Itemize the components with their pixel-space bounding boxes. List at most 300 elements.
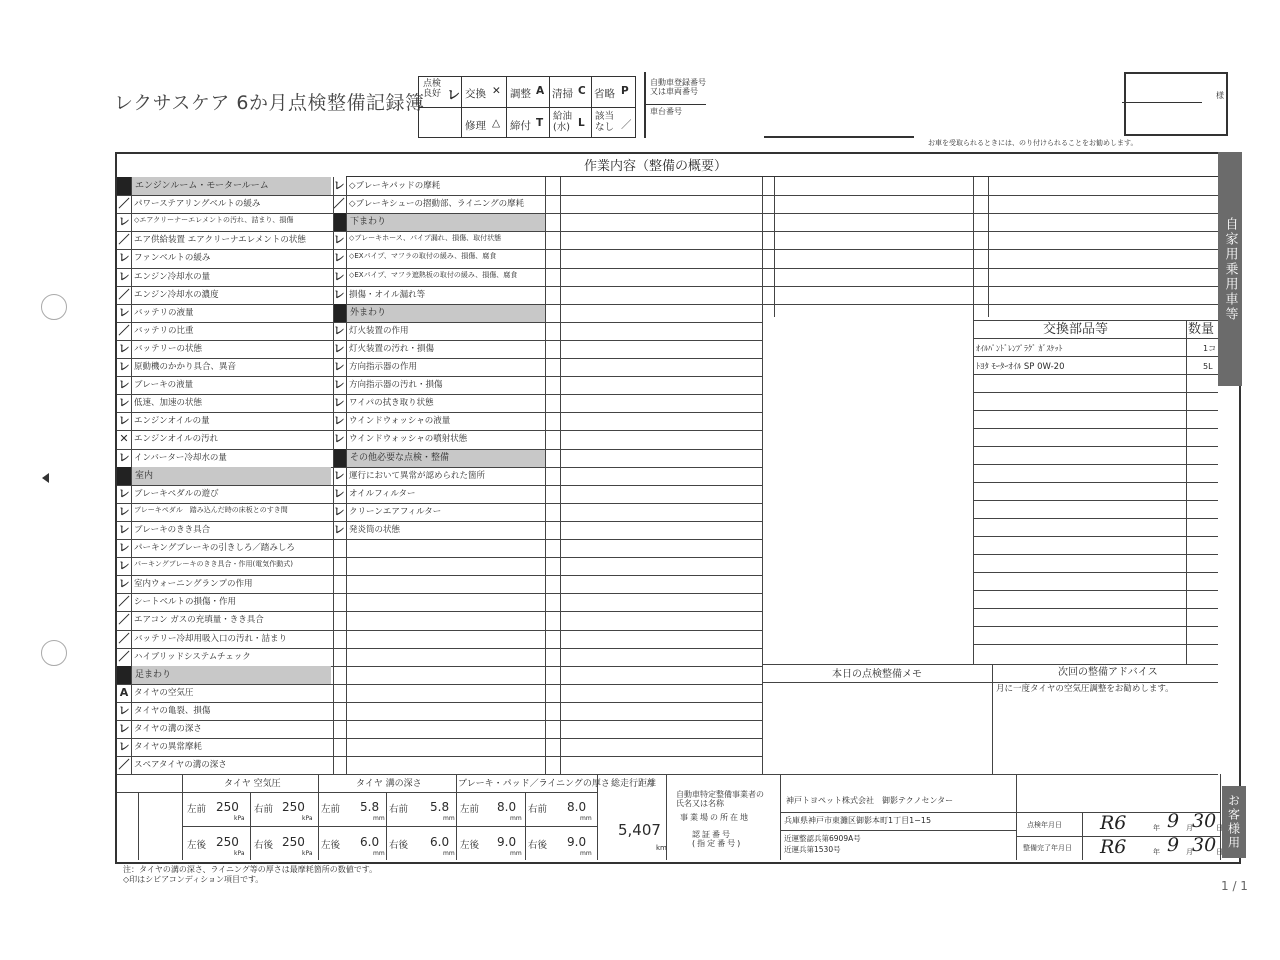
checklist-item: ◇ブレーキホース、パイプ漏れ、損傷、取付状態 <box>349 234 502 243</box>
grid-line <box>117 449 346 450</box>
odometer-header: 総走行距離 <box>611 779 657 789</box>
grid-line <box>346 557 762 558</box>
grid-line <box>762 213 973 214</box>
legend-tighten-symbol: T <box>536 117 544 129</box>
checklist-item: 発炎筒の状態 <box>349 524 401 535</box>
check-date-label: 点検年月日 <box>1027 821 1062 829</box>
check-mark: レ <box>118 269 130 283</box>
brake-thickness-header: ブレーキ・パッド／ライニングの厚さ <box>458 779 610 789</box>
grid-line <box>117 213 346 214</box>
check-date-day: 30 <box>1192 810 1217 832</box>
done-date-month: 9 <box>1167 834 1180 856</box>
check-mark: レ <box>333 287 345 301</box>
grid-line <box>560 177 561 774</box>
check-date-tsuki: 月 <box>1186 824 1193 832</box>
grid-line <box>346 213 762 214</box>
grid-line <box>117 322 346 323</box>
brake-rr-label: 右後 <box>528 840 548 851</box>
check-mark: レ <box>118 541 130 554</box>
grid-line <box>346 430 762 431</box>
grid-line <box>386 792 387 860</box>
grid-line <box>117 430 346 431</box>
checklist-item: ワイパの拭き取り状態 <box>349 398 434 409</box>
grid-line <box>973 338 1218 339</box>
section-title: 外まわり <box>350 307 387 318</box>
grid-line <box>346 249 762 250</box>
checklist-item: タイヤの異常摩耗 <box>134 742 202 753</box>
grid-line <box>545 177 546 774</box>
checklist-item: エンジン冷却水の量 <box>134 271 211 282</box>
section-title: 室内 <box>135 470 154 481</box>
sama-label: 様 <box>1216 91 1224 100</box>
check-mark: レ <box>118 396 130 410</box>
shop-name: 神戸トヨペット株式会社 御影テクノセンター <box>786 796 954 805</box>
checklist-item: ブレーキの液量 <box>134 380 194 391</box>
grid-line <box>318 774 319 860</box>
checklist-item: エンジンオイルの汚れ <box>134 434 219 445</box>
checklist-item: 灯火装置の作用 <box>349 325 409 336</box>
grid-line <box>117 756 346 757</box>
pressure-rl-unit: kPa <box>234 850 245 857</box>
section-marker <box>333 213 346 231</box>
grid-line <box>973 644 1218 645</box>
brake-fr-label: 右前 <box>528 804 548 815</box>
depth-rl-unit: mm <box>373 850 385 857</box>
grid-line <box>250 792 251 860</box>
legend-na-symbol: ／ <box>621 119 632 131</box>
checklist-item: 原動機のかかり具合、異音 <box>134 362 237 372</box>
check-mark: レ <box>333 360 345 373</box>
check-mark: レ <box>118 251 130 265</box>
check-date-year: R6 <box>1100 812 1127 834</box>
legend-omit-label: 省略 <box>594 88 615 100</box>
grid-line <box>346 376 762 377</box>
checklist-item: 室内ウォーニングランプの作用 <box>134 579 253 590</box>
brake-fr-value: 8.0 <box>567 800 587 814</box>
legend-tighten-label: 締付 <box>510 120 531 132</box>
grid-line <box>138 792 139 860</box>
grid-line <box>346 412 762 413</box>
checklist-item: 灯火装置の汚れ・損傷 <box>349 343 435 354</box>
grid-line <box>346 575 762 576</box>
check-mark: レ <box>118 378 130 392</box>
depth-fr-value: 5.8 <box>430 800 450 814</box>
vehicle-type-tab: 自家用乗用車等 <box>1218 152 1242 386</box>
tire-depth-header: タイヤ 溝の深さ <box>356 779 422 789</box>
checklist-item: クリーンエアフィルター <box>349 506 442 517</box>
checklist-item: ブレーキのきき具合 <box>134 524 211 535</box>
grid-line <box>117 376 346 377</box>
pressure-rl-value: 250 <box>216 835 239 849</box>
cert-number-1: 近運整認兵第6909A号 <box>784 834 861 843</box>
grid-line <box>117 684 346 685</box>
brake-fr-unit: mm <box>580 815 592 822</box>
depth-rl-value: 6.0 <box>360 835 380 849</box>
grid-line <box>182 774 183 860</box>
grid-line <box>117 720 346 721</box>
grid-line <box>346 358 762 359</box>
grid-line <box>973 213 1218 214</box>
check-mark: レ <box>118 577 130 591</box>
legend-clean-label: 清掃 <box>552 88 573 100</box>
part-name-2: ﾄﾖﾀ ﾓｰﾀｰｵｲﾙ SP 0W-20 <box>976 362 1065 372</box>
grid-line <box>346 268 762 269</box>
symbol-legend <box>418 76 636 138</box>
checklist-item: ウインドウォッシャの噴射状態 <box>349 434 468 445</box>
depth-fl-label: 左前 <box>321 804 341 815</box>
legend-replace-symbol: ✕ <box>492 85 501 97</box>
grid-line <box>973 608 1218 609</box>
checklist-item: タイヤの空気圧 <box>134 687 194 698</box>
check-mark: レ <box>118 703 130 717</box>
grid-line <box>346 756 762 757</box>
odometer-unit: km <box>656 844 667 852</box>
checklist-item: 運行において異常が認められた箇所 <box>349 470 486 481</box>
grid-line <box>346 394 762 395</box>
grid-line <box>346 630 762 631</box>
brake-rl-value: 9.0 <box>497 835 517 849</box>
grid-line <box>973 177 974 664</box>
checklist-item: インバーター冷却水の量 <box>134 452 227 463</box>
grid-line <box>346 177 347 774</box>
pressure-fr-label: 右前 <box>254 804 274 815</box>
checklist-item: スペアタイヤの溝の深さ <box>134 760 227 771</box>
checklist-item: タイヤの亀裂、損傷 <box>134 705 211 716</box>
done-date-year: R6 <box>1100 836 1127 858</box>
section-bar <box>131 467 331 485</box>
grid-line <box>973 356 1218 357</box>
check-mark: レ <box>333 396 345 410</box>
checklist-item: ◇ブレーキシューの摺動部、ライニングの摩耗 <box>349 199 525 210</box>
grid-line <box>117 304 346 305</box>
grid-line <box>117 249 346 250</box>
grid-line <box>117 557 346 558</box>
checklist-item: エンジンオイルの量 <box>134 416 210 427</box>
grid-line <box>973 410 1218 411</box>
brake-fl-unit: mm <box>510 815 522 822</box>
grid-line <box>973 590 1218 591</box>
brake-rr-unit: mm <box>580 850 592 857</box>
section-title: エンジンルーム・モータールーム <box>135 181 269 191</box>
grid-line <box>973 374 1218 375</box>
grid-line <box>346 611 762 612</box>
check-mark: ／ <box>118 758 130 772</box>
odometer-value: 5,407 <box>618 821 661 839</box>
checklist-item: バッテリの液量 <box>134 307 194 318</box>
section-title: 下まわり <box>350 217 387 228</box>
grid-line <box>762 177 763 774</box>
grid-line <box>117 539 346 540</box>
section-marker <box>117 666 131 684</box>
pressure-rr-label: 右後 <box>254 840 274 851</box>
depth-fr-unit: mm <box>443 815 455 822</box>
grid-line <box>973 464 1218 465</box>
checklist-item: エンジン冷却水の濃度 <box>134 289 219 300</box>
grid-line <box>973 518 1218 519</box>
brake-fl-value: 8.0 <box>497 800 517 814</box>
check-mark: レ <box>333 269 345 283</box>
grid-line <box>117 630 346 631</box>
legend-ok-symbol: レ <box>447 88 461 103</box>
grid-line <box>346 322 762 323</box>
grid-line <box>762 195 973 196</box>
checklist-item: ◇EXパイプ、マフラの取付の緩み、損傷、腐食 <box>349 252 497 261</box>
check-mark: レ <box>118 740 130 754</box>
check-mark: レ <box>118 722 130 735</box>
grid-line <box>1186 320 1187 664</box>
shop-address: 兵庫県神戸市東灘区御影本町1丁目1−15 <box>784 816 932 825</box>
legend-omit-symbol: P <box>621 85 629 97</box>
grid-line <box>117 521 346 522</box>
check-date-month: 9 <box>1167 810 1180 832</box>
grid-line <box>346 593 762 594</box>
grid-line <box>762 682 1218 683</box>
pressure-rl-label: 左後 <box>187 840 207 851</box>
checklist-item: バッテリーの状態 <box>134 343 203 354</box>
grid-line <box>762 268 973 269</box>
grid-line <box>973 428 1218 429</box>
grid-line <box>117 195 346 196</box>
checklist-item: ◇ブレーキパッドの摩耗 <box>349 181 441 191</box>
pressure-rr-unit: kPa <box>302 850 313 857</box>
check-mark: レ <box>333 432 345 446</box>
grid-line <box>973 304 1218 305</box>
check-mark: レ <box>118 504 130 518</box>
brake-rl-label: 左後 <box>460 840 480 851</box>
section-marker <box>117 177 131 195</box>
check-mark: レ <box>118 215 130 229</box>
vehicle-info-box <box>644 72 1228 138</box>
check-mark: ／ <box>118 197 130 211</box>
check-mark: ／ <box>118 287 130 301</box>
pickup-notice: お車を受取られるときには、のり付けられることをお勧めします。 <box>928 139 1138 147</box>
legend-lube-label: 給油 (水) <box>553 111 573 133</box>
check-mark: レ <box>333 341 345 355</box>
check-mark: レ <box>333 486 345 500</box>
check-mark: レ <box>333 504 345 518</box>
legend-ok-label: 点検 良好 <box>423 79 442 99</box>
grid-line <box>117 738 346 739</box>
check-mark: ／ <box>118 613 130 627</box>
grid-line <box>762 249 973 250</box>
part-qty-1: 1コ <box>1203 344 1217 353</box>
check-mark: A <box>119 685 129 699</box>
pressure-fl-label: 左前 <box>187 804 207 815</box>
depth-rr-unit: mm <box>443 850 455 857</box>
checklist-item: 方向指示器の作用 <box>349 362 418 372</box>
check-mark: レ <box>118 559 130 573</box>
check-mark: レ <box>333 323 345 337</box>
grid-line <box>973 500 1218 501</box>
grid-line <box>117 503 346 504</box>
grid-line <box>780 812 1016 813</box>
cert-number-label: 認証番号 (指定番号) <box>692 830 743 849</box>
grid-line <box>346 467 762 468</box>
grid-line <box>333 177 334 774</box>
grid-line <box>346 286 762 287</box>
checklist-item: タイヤの溝の深さ <box>134 724 202 734</box>
grid-line <box>456 774 457 860</box>
grid-line <box>973 536 1218 537</box>
done-date-hi: 日 <box>1216 848 1223 856</box>
grid-line <box>1016 774 1017 860</box>
grid-line <box>117 394 346 395</box>
grid-line <box>346 720 762 721</box>
check-mark: ／ <box>118 233 130 247</box>
grid-line <box>780 774 781 860</box>
grid-line <box>117 774 1218 775</box>
grid-line <box>117 485 346 486</box>
grid-line <box>973 572 1218 573</box>
grid-line <box>117 412 346 413</box>
depth-fl-value: 5.8 <box>360 800 380 814</box>
check-mark: レ <box>118 305 130 319</box>
grid-line <box>346 340 762 341</box>
depth-rl-label: 左後 <box>321 840 341 851</box>
grid-line <box>973 195 1218 196</box>
grid-line <box>346 449 762 450</box>
check-mark: レ <box>333 251 345 265</box>
legend-lube-symbol: L <box>578 117 585 129</box>
check-mark: レ <box>118 360 130 373</box>
grid-line <box>762 286 973 287</box>
shop-address-label: 事業場の所在地 <box>680 813 750 822</box>
grid-line <box>117 268 346 269</box>
brake-rl-unit: mm <box>510 850 522 857</box>
grid-line <box>973 249 1218 250</box>
grid-line <box>525 792 526 860</box>
depth-rr-value: 6.0 <box>430 835 450 849</box>
parts-header: 交換部品等 <box>1043 322 1109 337</box>
grid-line <box>973 286 1218 287</box>
grid-line <box>117 575 346 576</box>
depth-fl-unit: mm <box>373 815 385 822</box>
checklist-item: シートベルトの損傷・作用 <box>134 597 237 608</box>
grid-line <box>346 485 762 486</box>
check-mark: レ <box>333 522 345 536</box>
customer-copy-tab: お客様用 <box>1222 786 1246 858</box>
cert-number-2: 近運兵第1530号 <box>784 845 841 854</box>
checklist-item: エア供給装置 エアクリーナエレメントの状態 <box>134 235 306 246</box>
check-mark: レ <box>118 414 130 428</box>
footnote-2: ◇印はシビアコンディション項目です。 <box>123 875 264 884</box>
today-memo-header: 本日の点検整備メモ <box>832 669 922 680</box>
page-title: レクサスケア 6か月点検整備記録簿 <box>114 92 425 114</box>
check-mark: レ <box>118 486 130 500</box>
page-number: 1 / 1 <box>1221 879 1248 893</box>
legend-clean-symbol: C <box>578 85 586 97</box>
grid-line <box>762 304 973 305</box>
legend-adjust-symbol: A <box>536 85 545 97</box>
grid-line <box>346 521 762 522</box>
grid-line <box>988 177 989 317</box>
grid-line <box>346 684 762 685</box>
grid-line <box>780 830 1016 831</box>
checklist-item: ブレーキペダルの遊び <box>134 488 219 499</box>
grid-line <box>346 304 762 305</box>
legend-repair-label: 修理 <box>465 120 486 132</box>
grid-line <box>973 626 1218 627</box>
legend-repair-symbol: △ <box>492 117 501 129</box>
grid-line <box>346 738 762 739</box>
legend-replace-label: 交換 <box>465 88 486 100</box>
grid-line <box>346 539 762 540</box>
depth-fr-label: 右前 <box>389 804 409 815</box>
check-date-hi: 日 <box>1216 824 1223 832</box>
checklist-item: ◇EXパイプ、マフラ遮熱板の取付の緩み、損傷、腐食 <box>349 270 518 279</box>
check-mark: ／ <box>118 595 130 609</box>
brake-rr-value: 9.0 <box>567 835 587 849</box>
checklist-item: ウインドウォッシャの液量 <box>349 416 451 427</box>
checklist-item: 低速、加速の状態 <box>134 398 203 409</box>
pressure-fl-unit: kPa <box>234 815 245 822</box>
done-date-nen: 年 <box>1153 848 1160 856</box>
check-mark: ✕ <box>119 432 129 446</box>
frame-number-label: 車台番号 <box>650 107 682 116</box>
grid-line <box>117 611 346 612</box>
check-mark: ／ <box>118 649 130 663</box>
grid-line <box>346 666 762 667</box>
completion-date-label: 整備完了年月日 <box>1023 844 1072 852</box>
checklist-item: エアコン ガスの充填量・きき具合 <box>134 615 264 626</box>
brake-fl-label: 左前 <box>460 804 480 815</box>
legend-na-label: 該当 なし <box>595 111 615 133</box>
legend-adjust-label: 調整 <box>510 88 531 100</box>
grid-line <box>346 503 762 504</box>
check-mark: ／ <box>118 323 130 337</box>
shop-name-label: 自動車特定整備事業者の 氏名又は名称 <box>676 790 764 809</box>
checklist-item: パーキングブレーキの引きしろ／踏みしろ <box>134 543 295 553</box>
punch-hole-bottom <box>41 640 67 666</box>
section-marker <box>117 467 131 485</box>
checklist-item: パーキングブレーキのきき具合・作用(電気作動式) <box>134 560 293 569</box>
section-title: 足まわり <box>135 669 172 680</box>
grid-line <box>346 195 762 196</box>
grid-line <box>131 177 132 774</box>
checklist-item: ブレーキペダル 踏み込んだ時の床板とのすき間 <box>134 505 288 514</box>
grid-line <box>117 593 346 594</box>
checklist-item: 方向指示器の汚れ・損傷 <box>349 380 443 391</box>
grid-line <box>117 231 346 232</box>
part-qty-2: 5L <box>1203 362 1213 371</box>
next-advice-header: 次回の整備アドバイス <box>1058 667 1158 678</box>
check-mark: レ <box>333 378 345 392</box>
grid-line <box>346 231 762 232</box>
checklist-item: ◇エアクリーナーエレメントの汚れ、詰まり、損傷 <box>134 216 294 225</box>
grid-line <box>117 358 346 359</box>
grid-line <box>117 702 346 703</box>
check-mark: ／ <box>118 631 130 645</box>
check-mark: レ <box>333 233 345 247</box>
grid-line <box>117 286 346 287</box>
grid-line <box>992 664 993 774</box>
section-title: その他必要な点検・整備 <box>350 452 450 463</box>
next-advice-text: 月に一度タイヤの空気圧調整をお勧めします。 <box>996 684 1174 694</box>
grid-line <box>117 648 346 649</box>
pressure-fl-value: 250 <box>216 800 239 814</box>
footnote-1: 注：タイヤの溝の深さ、ライニング等の厚さは最摩耗箇所の数値です。 <box>123 865 378 874</box>
part-name-1: ｵｲﾙﾊﾟﾝﾄﾞﾚﾝﾌﾟﾗｸﾞ ｶﾞｽｹｯﾄ <box>976 344 1063 353</box>
grid-line <box>973 554 1218 555</box>
work-content-header: 作業内容（整備の概要） <box>584 159 728 174</box>
grid-line <box>117 340 346 341</box>
section-marker <box>333 304 346 322</box>
parts-qty-header: 数量 <box>1188 322 1215 337</box>
section-marker <box>333 449 346 467</box>
grid-line <box>973 446 1218 447</box>
check-mark: ／ <box>333 197 345 211</box>
grid-line <box>973 320 1218 321</box>
